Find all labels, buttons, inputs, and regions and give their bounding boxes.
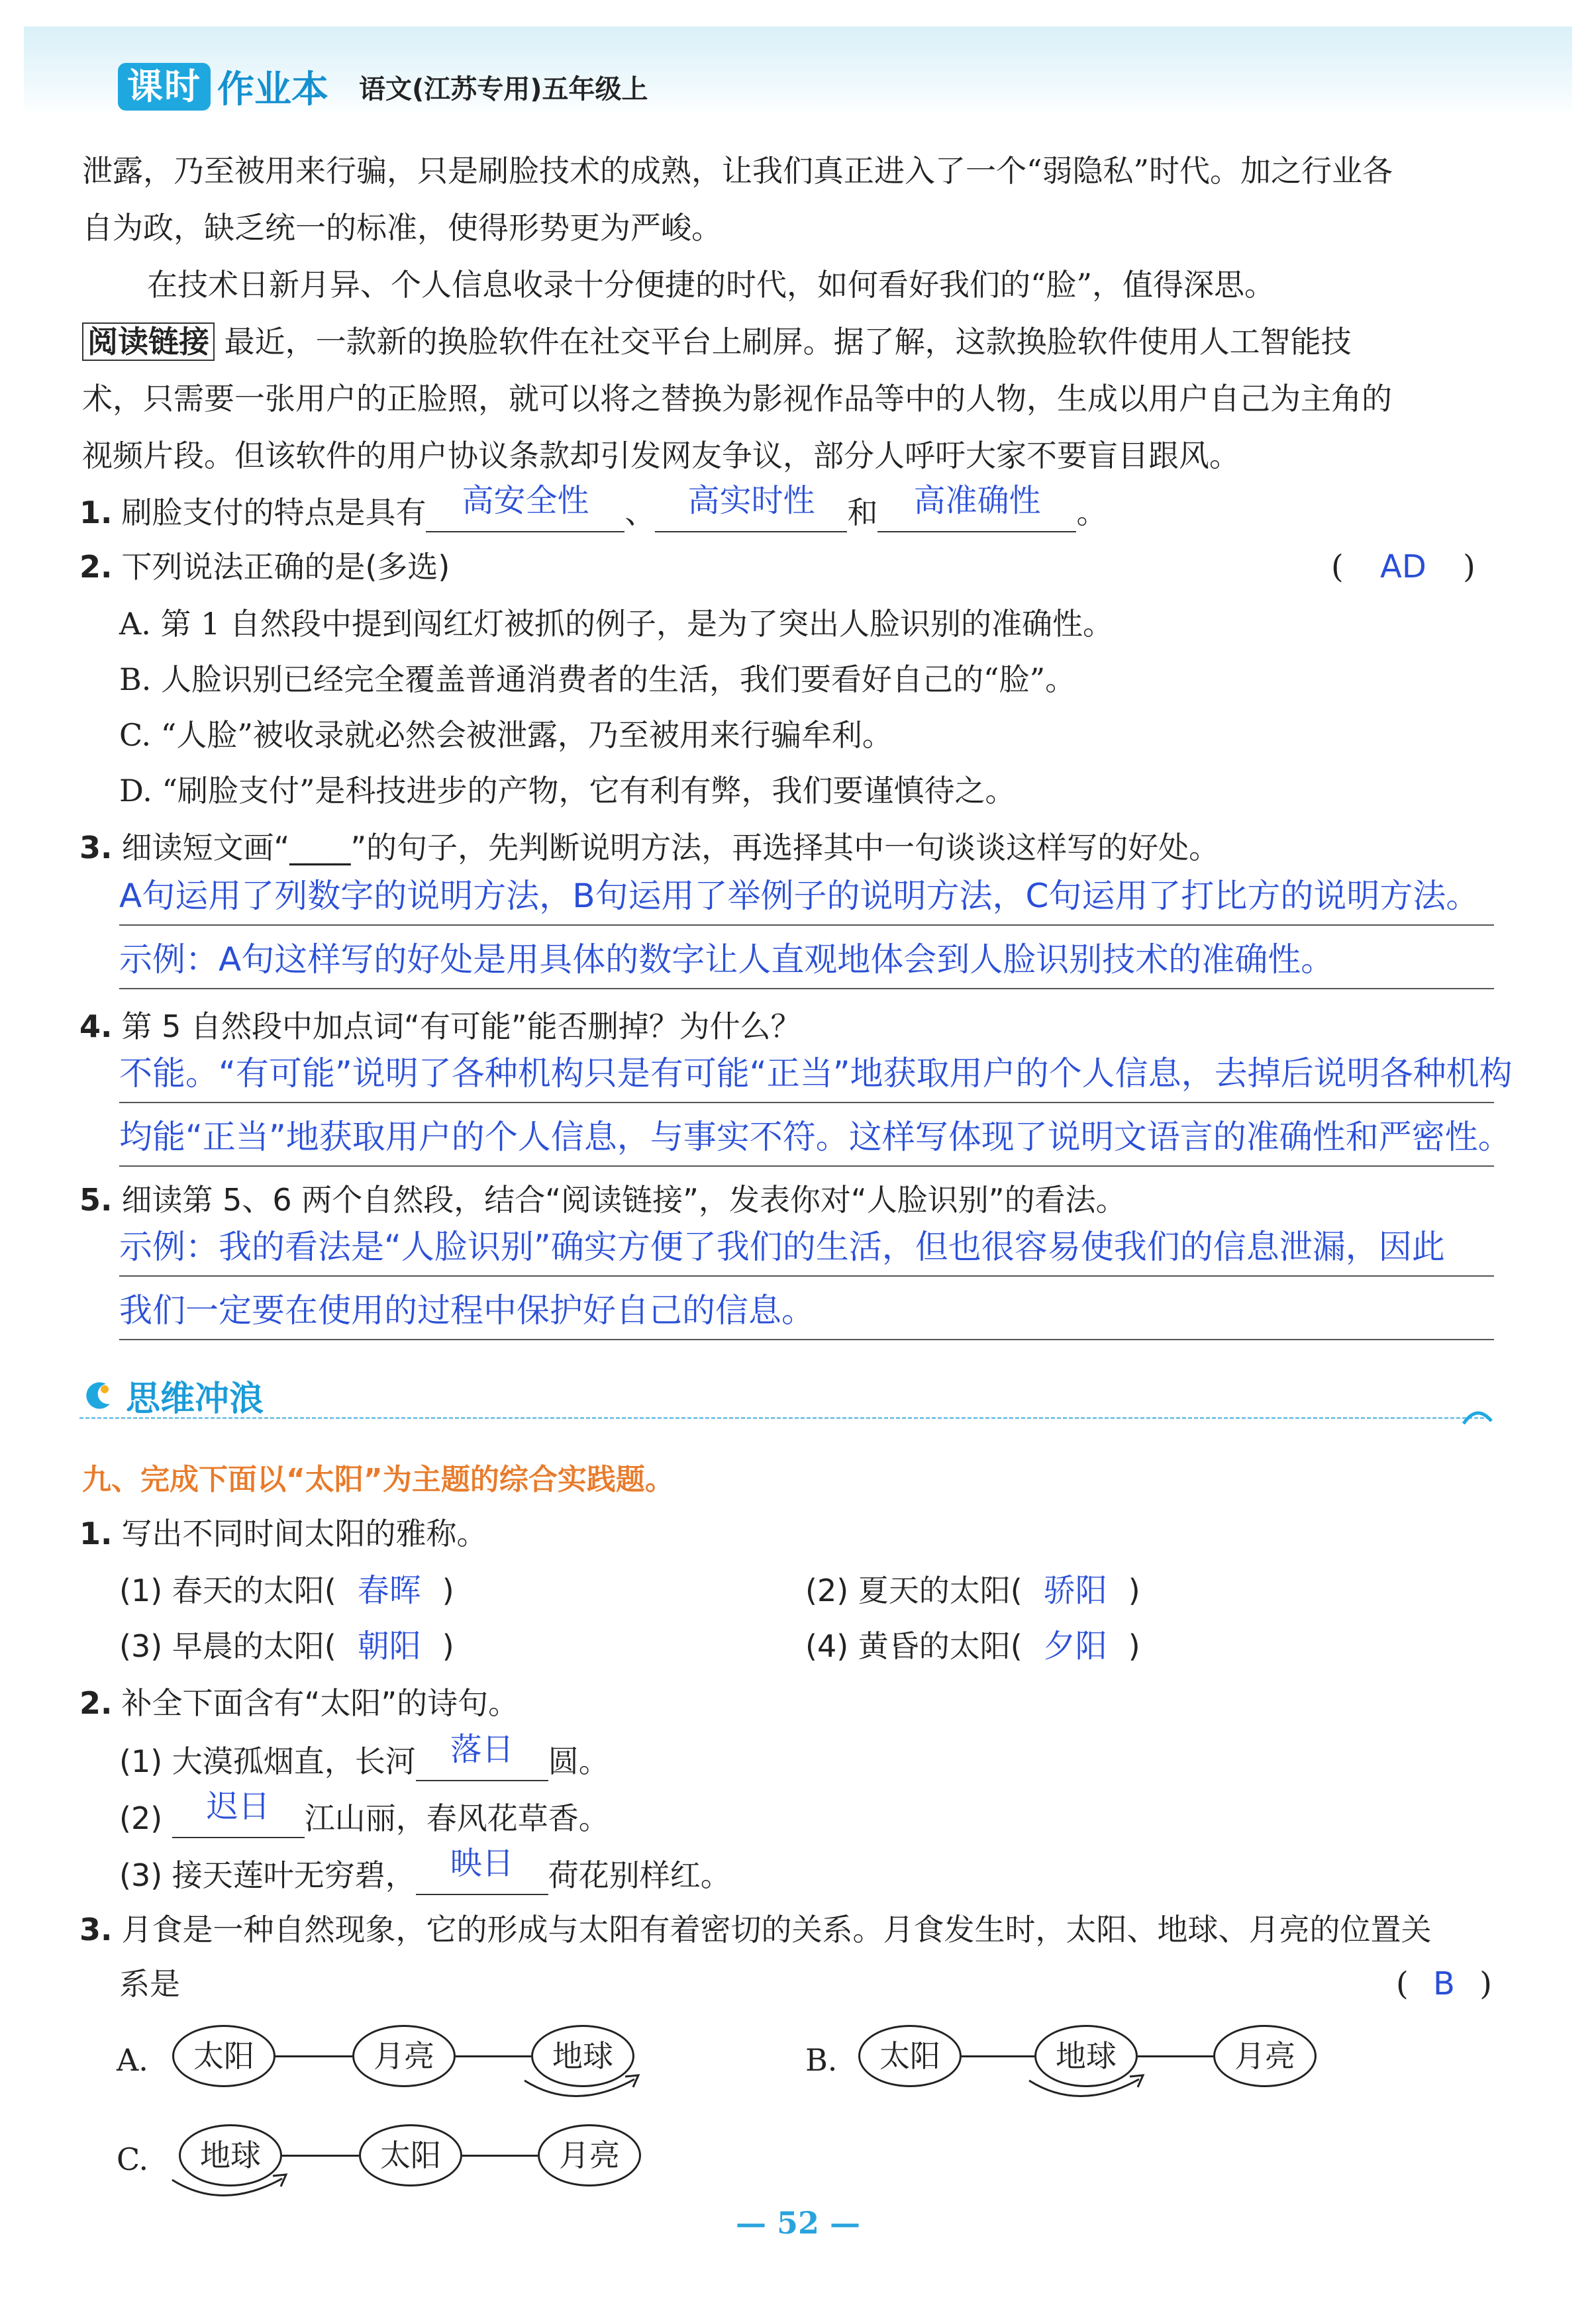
poem-line	[119, 1731, 609, 1781]
option: D. “刷脸支付”是科技进步的产物，它有利有弊，我们要谨慎待之。	[119, 773, 1016, 809]
separator: 和	[847, 495, 878, 530]
node-oval: 太阳	[172, 2025, 275, 2087]
section-header	[79, 1371, 264, 1420]
question-number: 2.	[79, 549, 113, 585]
paren: )	[442, 1628, 454, 1664]
poem-text: (1) 大漠孤烟直，长河	[119, 1743, 416, 1779]
choice-answer[interactable]	[1331, 547, 1475, 587]
poem-text: 江山丽，春风花草香。	[304, 1800, 609, 1836]
answer-line: A句运用了列数字的说明方法，B句运用了举例子的说明方法，C句运用了打比方的说明方法。	[119, 877, 1479, 915]
answer-blank[interactable]	[426, 482, 624, 532]
practice-1	[79, 1514, 487, 1553]
answer-text: 映日	[450, 1845, 514, 1882]
answer-line: 我们一定要在使用的过程中保护好自己的信息。	[119, 1291, 815, 1330]
answer-text[interactable]: 夕阳	[1043, 1628, 1107, 1665]
passage-line: 在技术日新月异、个人信息收录十分便捷的时代，如何看好我们的“脸”，值得深思。	[147, 267, 1275, 303]
answer-line: 均能“正当”地获取用户的个人信息，与事实不符。这样写体现了说明文语言的准确性和严密性。	[119, 1118, 1511, 1156]
node-oval: 月亮	[352, 2025, 456, 2087]
answer-text: 落日	[450, 1731, 514, 1768]
option-letter: B.	[805, 2042, 838, 2078]
paren: (	[1331, 548, 1344, 585]
connector-line	[456, 2055, 531, 2057]
answer-rule	[119, 1165, 1494, 1167]
poem-text: 圆。	[548, 1743, 609, 1779]
book-header	[118, 61, 648, 113]
question-1	[79, 482, 1107, 532]
title-item	[119, 1571, 454, 1610]
item-label: (2) 夏天的太阳(	[805, 1573, 1022, 1608]
paren: (	[1396, 1965, 1409, 2002]
node-oval: 地球	[179, 2124, 282, 2186]
node-oval: 太阳	[858, 2025, 962, 2087]
node-oval: 地球	[531, 2025, 634, 2087]
passage-line: 自为政，缺乏统一的标准，使得形势更为严峻。	[82, 210, 722, 246]
poem-text: (2)	[119, 1800, 172, 1836]
paren: )	[1128, 1573, 1140, 1608]
node-oval: 太阳	[359, 2124, 462, 2186]
page-number: — 52 —	[735, 2205, 861, 2241]
orbit-arrow-icon	[1020, 2066, 1152, 2112]
question-number: 1.	[79, 1516, 113, 1551]
option: A. 第 1 自然段中提到闯红灯被抓的例子，是为了突出人脸识别的准确性。	[119, 606, 1113, 642]
question-text: 细读短文画“____”的句子，先判断说明方法，再选择其中一句谈谈这样写的好处。	[121, 830, 1220, 865]
reading-link-line: 视频片段。但该软件的用户协议条款却引发网友争议，部分人呼吁大家不要盲目跟风。	[82, 438, 1240, 473]
connector-line	[1138, 2055, 1213, 2057]
period: 。	[1076, 495, 1107, 530]
option: C. “人脸”被收录就必然会被泄露，乃至被用来行骗牟利。	[119, 717, 893, 753]
answer-text[interactable]: 春晖	[357, 1572, 421, 1609]
answer-text[interactable]: 骄阳	[1043, 1572, 1107, 1609]
poem-line	[119, 1788, 609, 1838]
answer-text: B	[1433, 1965, 1455, 2002]
answer-text: AD	[1380, 548, 1426, 585]
question-text: 刷脸支付的特点是具有	[121, 495, 426, 530]
title-item	[119, 1626, 454, 1666]
question-number: 3.	[79, 1912, 113, 1947]
answer-line: 示例：我的看法是“人脸识别”确实方便了我们的生活，但也很容易使我们的信息泄漏，因此	[119, 1228, 1445, 1266]
question-text: 月食是一种自然现象，它的形成与太阳有着密切的关系。月食发生时，太阳、地球、月亮的位置关	[121, 1912, 1432, 1947]
paren: )	[1479, 1965, 1492, 2002]
reading-link-line	[82, 322, 1352, 362]
reading-link-line: 术，只需要一张用户的正脸照，就可以将之替换为影视作品等中的人物，生成以用户自己为主角的	[82, 381, 1392, 417]
orbit-arrow-icon	[163, 2165, 295, 2212]
title-item	[805, 1626, 1140, 1666]
question-number: 3.	[79, 830, 113, 865]
wave-icon	[79, 1377, 117, 1414]
brand-name: 作业本	[217, 68, 328, 111]
practice-3	[79, 1910, 1431, 1949]
connector-line	[282, 2155, 359, 2157]
item-label: (4) 黄昏的太阳(	[805, 1628, 1022, 1664]
question-text: 下列说法正确的是(多选)	[121, 549, 450, 585]
reading-link-label: 阅读链接	[82, 322, 215, 361]
question-text: 补全下面含有“太阳”的诗句。	[121, 1685, 519, 1721]
question-text: 第 5 自然段中加点词“有可能”能否删掉？为什么？	[121, 1008, 801, 1044]
section-divider	[79, 1417, 1490, 1419]
item-label: (1) 春天的太阳(	[119, 1573, 336, 1608]
practice-2	[79, 1683, 519, 1723]
answer-text: 迟日	[206, 1788, 270, 1825]
answer-rule	[119, 988, 1494, 989]
answer-text: 高安全性	[462, 482, 589, 519]
node-oval: 月亮	[1213, 2025, 1317, 2087]
option: B. 人脸识别已经完全覆盖普通消费者的生活，我们要看好自己的“脸”。	[119, 662, 1076, 697]
answer-rule	[119, 1275, 1494, 1277]
passage-line: 泄露，乃至被用来行骗，只是刷脸技术的成熟，让我们真正进入了一个“弱隐私”时代。加之行业各	[82, 153, 1393, 189]
question-number: 1.	[79, 495, 113, 530]
connector-line	[962, 2055, 1034, 2057]
answer-text: 高准确性	[913, 482, 1041, 519]
section-title: 思维冲浪	[126, 1379, 264, 1419]
orbit-arrow-icon	[515, 2066, 648, 2112]
connector-line	[462, 2155, 538, 2157]
section-question: 九、完成下面以“太阳”为主题的综合实践题。	[82, 1463, 674, 1497]
question-text: 细读第 5、6 两个自然段，结合“阅读链接”，发表你对“人脸识别”的看法。	[121, 1182, 1126, 1218]
poem-line	[119, 1845, 731, 1895]
question-number: 4.	[79, 1008, 113, 1044]
answer-blank[interactable]	[655, 482, 847, 532]
title-item	[805, 1571, 1140, 1610]
subject-title: 语文(江苏专用)五年级上	[359, 74, 648, 105]
poem-text: (3) 接天莲叶无穷碧，	[119, 1857, 416, 1893]
node-oval: 月亮	[538, 2124, 641, 2186]
answer-text: 高实时性	[687, 482, 815, 519]
paren: )	[442, 1573, 454, 1608]
answer-rule	[119, 1102, 1494, 1103]
question-text: 系是	[119, 1966, 180, 2002]
separator: 、	[624, 495, 656, 530]
answer-line: 不能。“有可能”说明了各种机构只是有可能“正当”地获取用户的个人信息，去掉后说明各种机构	[119, 1054, 1513, 1093]
connector-line	[275, 2055, 352, 2057]
answer-rule	[119, 1339, 1494, 1340]
answer-line: 示例：A句这样写的好处是用具体的数字让人直观地体会到人脸识别技术的准确性。	[119, 940, 1334, 979]
answer-text[interactable]: 朝阳	[357, 1628, 421, 1665]
question-number: 2.	[79, 1685, 113, 1721]
question-number: 5.	[79, 1182, 113, 1218]
question-2	[79, 547, 450, 587]
answer-blank[interactable]	[877, 482, 1076, 532]
question-5	[79, 1180, 1126, 1220]
wave-end-icon	[1461, 1401, 1494, 1430]
brand-logo: 课时	[118, 63, 211, 111]
choice-answer[interactable]	[1396, 1964, 1492, 2004]
answer-blank[interactable]	[416, 1845, 548, 1895]
question-4	[79, 1006, 801, 1046]
answer-blank[interactable]	[416, 1731, 548, 1781]
paren: )	[1128, 1628, 1140, 1664]
option-letter: C.	[117, 2141, 149, 2177]
item-label: (3) 早晨的太阳(	[119, 1628, 336, 1664]
answer-blank[interactable]	[172, 1788, 305, 1838]
question-3	[79, 828, 1219, 867]
answer-rule	[119, 924, 1494, 926]
paren: )	[1463, 548, 1475, 585]
poem-text: 荷花别样红。	[548, 1857, 731, 1893]
question-text: 写出不同时间太阳的雅称。	[121, 1516, 487, 1551]
option-letter: A.	[117, 2042, 148, 2078]
reading-link-text: 最近，一款新的换脸软件在社交平台上刷屏。据了解，这款换脸软件使用人工智能技	[224, 324, 1352, 360]
node-oval: 地球	[1034, 2025, 1138, 2087]
